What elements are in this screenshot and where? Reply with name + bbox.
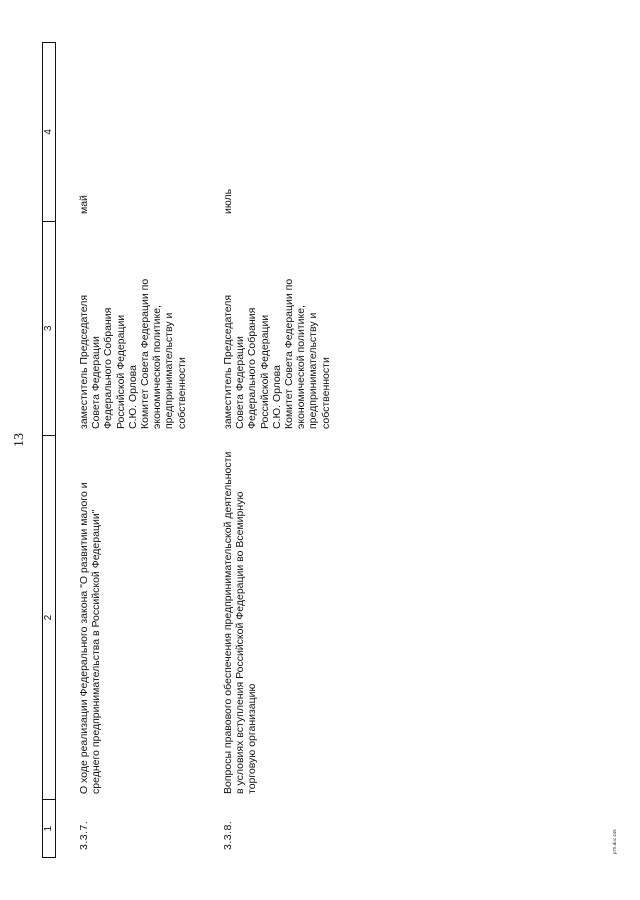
item-month: июль <box>222 188 234 214</box>
responsible-line: С.Ю. Орлова <box>126 365 139 429</box>
item-number: 3.3.7. <box>78 820 90 850</box>
responsible-line: собственности <box>175 357 188 429</box>
page-number: 13 <box>12 433 27 447</box>
responsible-line: предпринимательству и <box>163 312 176 429</box>
item-responsible <box>222 220 332 435</box>
responsible-line: экономической политике, <box>295 305 308 429</box>
table-header <box>42 42 56 858</box>
responsible-line: экономической политике, <box>151 305 164 429</box>
item-title: Вопросы правового обеспечения предпринимательской деятельности в условиях вступления Российской Федерации во Всемирную торговую организацию <box>222 451 259 794</box>
responsible-line: Комитет Совета Федерации по <box>139 278 152 429</box>
responsible-line: собственности <box>319 357 332 429</box>
responsible-line: Федерального Собрания <box>102 307 115 429</box>
responsible-line: заместитель Председателя <box>78 294 90 429</box>
responsible-line: заместитель Председателя <box>222 294 234 429</box>
column-header-3: 3 <box>43 221 55 435</box>
responsible-line: Российской Федерации <box>114 314 127 429</box>
responsible-line: предпринимательству и <box>307 312 320 429</box>
column-header-4: 4 <box>43 129 54 135</box>
responsible-line: Российской Федерации <box>258 314 271 429</box>
responsible-line: Федерального Собрания <box>246 307 259 429</box>
column-header-2: 2 <box>43 435 55 799</box>
table-row <box>222 42 332 858</box>
responsible-line: Совета Федерации <box>90 336 103 429</box>
responsible-line: Совета Федерации <box>234 336 247 429</box>
item-number: 3.3.8. <box>222 820 234 850</box>
table-row <box>78 42 188 858</box>
file-reference-note: p75.doc 445 <box>612 829 617 854</box>
item-month: май <box>78 195 90 214</box>
responsible-line: С.Ю. Орлова <box>270 365 283 429</box>
column-header-1: 1 <box>43 799 55 857</box>
item-responsible <box>78 220 188 435</box>
item-title: О ходе реализации Федерального закона "О развитии малого и среднего предпринимательства в Российской Федерации" <box>78 482 103 794</box>
responsible-line: Комитет Совета Федерации по <box>283 278 296 429</box>
